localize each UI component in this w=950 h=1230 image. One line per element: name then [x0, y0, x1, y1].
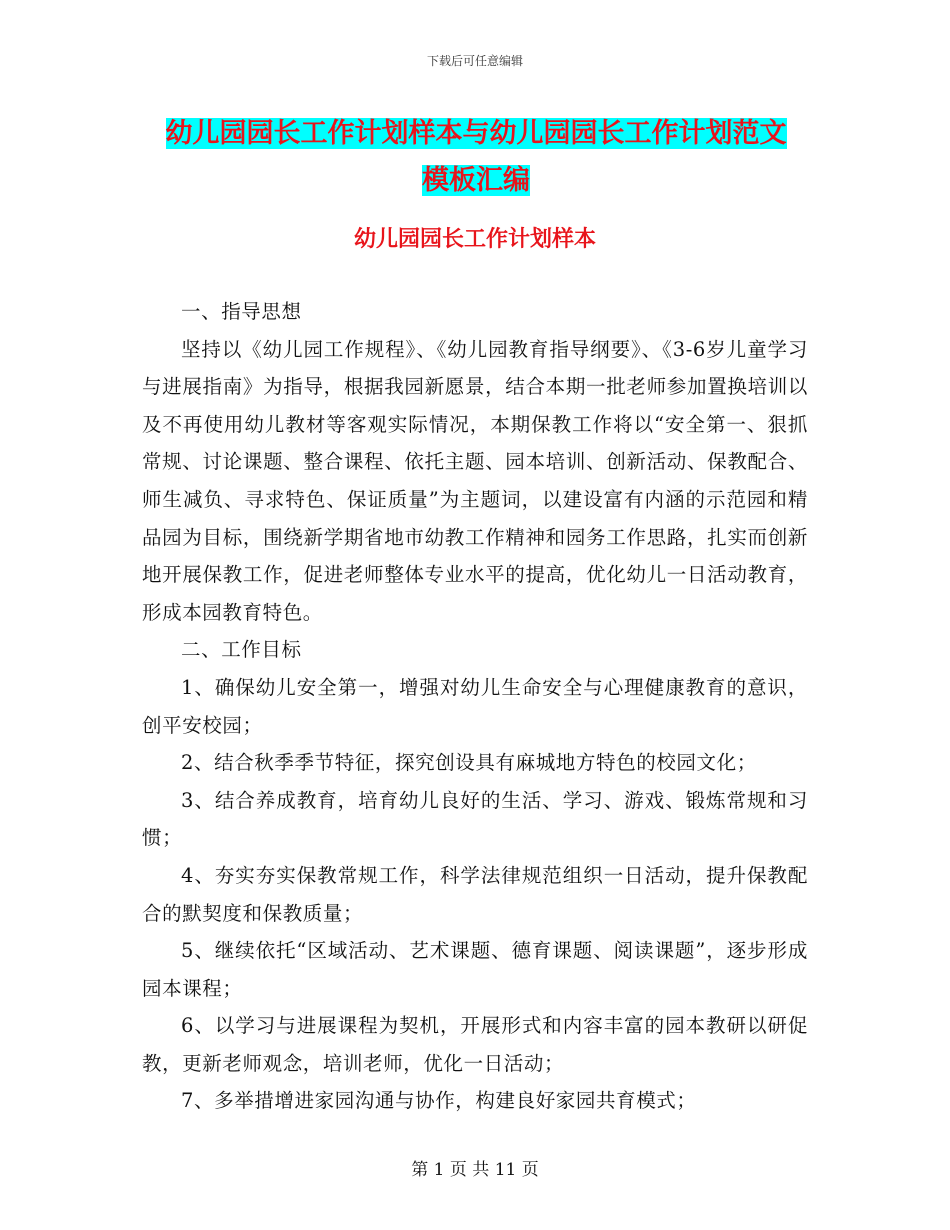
header-note: 下载后可任意编辑: [426, 54, 523, 68]
goal-item-3: 3、结合养成教育，培育幼儿良好的生活、学习、游戏、锻炼常规和习惯；: [142, 788, 808, 850]
goal-item-1: 1、确保幼儿安全第一，增强对幼儿生命安全与心理健康教育的意识，创平安校园；: [142, 675, 808, 737]
heading-guiding-thought: 一、指导思想: [181, 300, 302, 323]
document-body: [142, 293, 808, 1120]
goal-item-5: 5、继续依托“区域活动、艺术课题、德育课题、阅读课题”，逐步形成园本课程；: [142, 939, 808, 1000]
document-title-line-1: 幼儿园园长工作计划样本与幼儿园园长工作计划范文: [165, 118, 787, 149]
paragraph-guiding-thought: 坚持以《幼儿园工作规程》、《幼儿园教育指导纲要》、《3-6岁儿童学习与进展指南》为指导，根据我园新愿景，结合本期一批老师参加置换培训以及不再使用幼儿教材等客观实际情况，本期保教工作将以“安全第一、狠抓常规、讨论课题、整合课程、依托主题、园本培训、创新活动、保教配合、师生减负、寻求特色、保证质量”为主题词，以建设富有内涵的示范园和精品园为目标，围绕新学期省地市幼教工作精神和园务工作思路，扎实而创新地开展保教工作，促进老师整体专业水平的提高，优化幼儿一日活动教育，形成本园教育特色。: [142, 337, 808, 624]
goal-item-6: 6、以学习与进展课程为契机，开展形式和内容丰富的园本教研以研促教，更新老师观念，培训老师，优化一日活动；: [142, 1014, 808, 1075]
goal-item-4: 4、夯实夯实保教常规工作，科学法律规范组织一日活动，提升保教配合的默契度和保教质量；: [142, 863, 808, 925]
goal-item-7: 7、多举措增进家园沟通与协作，构建良好家园共育模式；: [181, 1089, 697, 1113]
goal-item-2: 2、结合秋季季节特征，探究创设具有麻城地方特色的校园文化；: [181, 751, 757, 775]
document-title-line-2: 模板汇编: [422, 165, 530, 196]
document-title: [140, 110, 812, 204]
page-footer: 第 1 页 共 11 页: [411, 1160, 539, 1180]
section-title: 幼儿园园长工作计划样本: [353, 227, 596, 252]
heading-work-goals: 二、工作目标: [181, 638, 302, 662]
